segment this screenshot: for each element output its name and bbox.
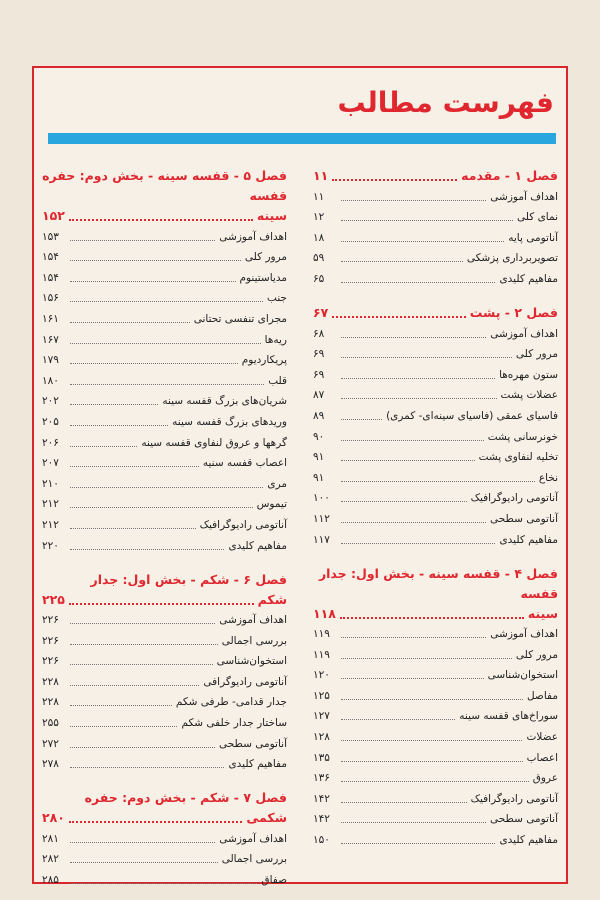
toc-entry-label: آناتومی سطحی (218, 737, 287, 750)
toc-entry-label: آناتومی رادیوگرافیک (470, 792, 558, 805)
leader-dots (341, 802, 467, 803)
toc-entry[interactable] (42, 671, 287, 692)
toc-entry[interactable] (42, 733, 287, 754)
toc-entry-page: ۱۵۴ (42, 271, 59, 284)
leader-dots (70, 260, 241, 261)
toc-entry-label: ستون مهره‌ها (499, 368, 558, 381)
toc-entry[interactable] (42, 692, 287, 713)
leader-dots (70, 726, 177, 727)
toc-entry[interactable] (42, 712, 287, 733)
toc-entry-page: ۲۰۵ (42, 415, 59, 428)
leader-dots (340, 615, 524, 619)
toc-entry-label: آناتومی سطحی (489, 813, 558, 826)
toc-entry[interactable] (313, 186, 558, 207)
chapter-heading (42, 166, 287, 226)
toc-entry-page: ۱۲۷ (313, 710, 330, 723)
chapter-page-number: ۱۱۸ (313, 605, 336, 621)
toc-entry[interactable] (42, 535, 287, 556)
toc-entry-label: اهداف آموزشی (219, 230, 287, 243)
leader-dots (341, 543, 495, 544)
toc-entry[interactable] (42, 610, 287, 631)
leader-dots (341, 658, 512, 659)
toc-entry-label: تخلیه لنفاوی پشت (478, 451, 558, 464)
chapter-title-line (42, 808, 287, 828)
leader-dots (341, 481, 535, 482)
toc-entry-page: ۶۹ (313, 368, 325, 381)
toc-entry[interactable] (42, 288, 287, 309)
toc-entry-page: ۲۰۶ (42, 436, 59, 449)
toc-entry-page: ۲۲۶ (42, 634, 59, 647)
toc-entry-label: مدیاستینوم (239, 271, 287, 284)
toc-entry-page: ۹۱ (313, 471, 325, 484)
toc-entry-label: فاسیای عمقی (فاسیای سینه‌ای- کمری) (386, 409, 558, 422)
toc-entry[interactable] (42, 391, 287, 412)
leader-dots (69, 217, 253, 221)
chapter-title-end: شکم (257, 591, 287, 607)
chapter-title-line (42, 590, 287, 610)
toc-entry-page: ۱۸ (313, 231, 325, 244)
toc-entry-label: بررسی اجمالی (221, 634, 287, 647)
leader-dots (70, 404, 158, 405)
leader-dots (341, 357, 512, 358)
leader-dots (69, 819, 243, 823)
toc-entry-page: ۲۰۷ (42, 457, 59, 470)
toc-entry-page: ۱۳۵ (313, 751, 330, 764)
toc-entry-label: مرور کلی (515, 348, 558, 361)
toc-entry-page: ۱۵۳ (42, 230, 59, 243)
toc-entry[interactable] (313, 665, 558, 686)
chapter-page-number: ۶۷ (313, 304, 329, 320)
chapter-heading (42, 570, 287, 610)
toc-entry-label: اعصاب قفسه سنیه (202, 457, 287, 470)
leader-dots (70, 644, 218, 645)
chapter-title: فصل ۴ - قفسه سینه - بخش اول: جدار قفسه (318, 565, 558, 601)
leader-dots (341, 637, 486, 638)
chapter-heading (313, 166, 558, 186)
toc-entry-label: مفاهیم کلیدی (499, 272, 558, 285)
chapter-title: فصل ۲ - پشت (469, 304, 558, 320)
leader-dots (341, 241, 504, 242)
leader-dots (70, 842, 215, 843)
toc-entry-page: ۱۲۵ (313, 689, 330, 702)
leader-dots (70, 240, 215, 241)
toc-entry-page: ۲۷۲ (42, 737, 59, 750)
leader-dots (341, 419, 382, 420)
toc-entry-page: ۲۸۵ (42, 874, 59, 887)
toc-entry-label: استخوان‌شناسی (216, 655, 287, 668)
leader-dots (341, 781, 529, 782)
toc-entry-page: ۶۵ (313, 272, 325, 285)
toc-entry-page: ۶۸ (313, 327, 325, 340)
toc-entry-label: مفاهیم کلیدی (228, 758, 287, 771)
toc-entry-page: ۵۹ (313, 252, 325, 265)
toc-entry[interactable] (42, 247, 287, 268)
toc-entry-page: ۱۲ (313, 211, 325, 224)
toc-entry-label: اهداف آموزشی (490, 327, 558, 340)
leader-dots (70, 528, 196, 529)
leader-dots (70, 549, 224, 550)
toc-entry-label: ریه‌ها (264, 333, 287, 346)
toc-entry-page: ۲۰۲ (42, 395, 59, 408)
toc-entry[interactable] (42, 869, 287, 890)
leader-dots (70, 363, 238, 364)
toc-entry-page: ۱۱۹ (313, 628, 330, 641)
toc-entry[interactable] (313, 344, 558, 365)
toc-entry-page: ۸۹ (313, 409, 325, 422)
toc-entry[interactable] (313, 426, 558, 447)
toc-entry-page: ۱۳۶ (313, 772, 330, 785)
chapter-page-number: ۱۵۲ (42, 208, 65, 223)
toc-entry[interactable] (313, 207, 558, 228)
toc-entry[interactable] (313, 268, 558, 289)
leader-dots (341, 678, 484, 679)
chapter-heading (313, 303, 558, 323)
toc-entry-page: ۱۰۰ (313, 492, 330, 505)
toc-entry-page: ۲۲۶ (42, 655, 59, 668)
chapter-page-number: ۱۱ (313, 168, 329, 183)
leader-dots (341, 719, 455, 720)
chapter-page-number: ۲۲۵ (42, 591, 65, 607)
leader-dots (70, 883, 257, 884)
toc-entry[interactable] (42, 226, 287, 247)
toc-entry-page: ۱۱۲ (313, 512, 330, 525)
leader-dots (341, 378, 495, 379)
toc-entry[interactable] (313, 685, 558, 706)
chapter-title-line (42, 206, 287, 226)
title-underline-bar (48, 133, 556, 144)
toc-entry-label: مری (267, 477, 287, 490)
toc-entry-label: مرور کلی (515, 648, 558, 661)
toc-left-column (42, 166, 287, 890)
toc-entry-label: صفاق (261, 874, 287, 887)
toc-entry[interactable] (42, 350, 287, 371)
toc-entry[interactable] (42, 453, 287, 474)
chapter-title-line (313, 303, 558, 323)
toc-entry[interactable] (42, 267, 287, 288)
toc-entry-label: عضلات (526, 731, 558, 744)
chapter-title: فصل ۵ - قفسه سینه - بخش دوم: حفره قفسه (42, 168, 287, 203)
leader-dots (70, 747, 215, 748)
toc-entry-label: گرهها و عروق لنفاوی قفسه سینه (141, 436, 287, 449)
toc-entry-label: اهداف آموزشی (490, 190, 558, 203)
toc-entry-label: آناتومی رادیوگرافیک (470, 492, 558, 505)
leader-dots (70, 862, 218, 863)
toc-entry[interactable] (42, 329, 287, 350)
toc-entry-page: ۲۱۲ (42, 498, 59, 511)
toc-entry[interactable] (313, 706, 558, 727)
leader-dots (70, 705, 172, 706)
toc-entry-label: پریکاردیوم (241, 354, 287, 367)
leader-dots (341, 761, 523, 762)
leader-dots (70, 507, 253, 508)
chapter-heading (42, 788, 287, 828)
page-title: فهرست مطالب (337, 86, 554, 119)
leader-dots (70, 664, 213, 665)
leader-dots (70, 466, 199, 467)
toc-entry[interactable] (313, 529, 558, 550)
toc-entry-page: ۲۷۸ (42, 758, 59, 771)
toc-entry-label: عضلات پشت (500, 389, 558, 402)
toc-entry-label: استخوان‌شناسی (487, 669, 558, 682)
leader-dots (70, 425, 168, 426)
toc-entry-page: ۱۱ (313, 190, 325, 203)
toc-entry[interactable] (313, 644, 558, 665)
toc-entry-label: نمای کلی (517, 211, 558, 224)
leader-dots (341, 282, 495, 283)
leader-dots (70, 301, 263, 302)
toc-entry-label: مفاهیم کلیدی (228, 539, 287, 552)
toc-entry[interactable] (313, 385, 558, 406)
leader-dots (341, 261, 463, 262)
toc-entry-label: اهداف آموزشی (219, 614, 287, 627)
leader-dots (70, 322, 190, 323)
toc-entry-page: ۱۵۴ (42, 251, 59, 264)
toc-entry-label: شریان‌های بزرگ قفسه سینه (162, 395, 287, 408)
leader-dots (341, 337, 486, 338)
chapter-title-line (313, 166, 558, 186)
toc-entry-page: ۱۱۹ (313, 648, 330, 661)
toc-entry-page: ۲۸۲ (42, 853, 59, 866)
leader-dots (341, 699, 523, 700)
toc-entry-page: ۲۲۸ (42, 675, 59, 688)
toc-entry[interactable] (313, 488, 558, 509)
leader-dots (341, 460, 475, 461)
toc-entry-page: ۱۲۸ (313, 731, 330, 744)
toc-entry-page: ۱۵۰ (313, 834, 330, 847)
toc-entry-page: ۲۲۸ (42, 696, 59, 709)
toc-entry[interactable] (42, 411, 287, 432)
toc-entry-label: تیموس (256, 498, 287, 511)
toc-entry[interactable] (313, 726, 558, 747)
toc-entry-label: تصویربرداری پزشکی (466, 252, 558, 265)
toc-entry-page: ۱۵۶ (42, 292, 59, 305)
toc-entry-page: ۱۴۲ (313, 792, 330, 805)
toc-entry[interactable] (313, 788, 558, 809)
leader-dots (332, 177, 457, 181)
chapter-page-number: ۲۸۰ (42, 810, 65, 826)
leader-dots (332, 314, 466, 318)
toc-entry-page: ۲۱۲ (42, 518, 59, 531)
toc-entry[interactable] (42, 849, 287, 870)
chapter-title-end: سینه (527, 605, 558, 621)
toc-entry[interactable] (313, 809, 558, 830)
toc-entry[interactable] (313, 227, 558, 248)
chapter-title-end: شکمی (246, 810, 287, 826)
leader-dots (341, 843, 495, 844)
leader-dots (341, 200, 486, 201)
toc-entry[interactable] (313, 405, 558, 426)
toc-entry[interactable] (42, 630, 287, 651)
toc-entry[interactable] (313, 768, 558, 789)
toc-entry[interactable] (313, 364, 558, 385)
toc-entry[interactable] (42, 754, 287, 775)
toc-entry-label: اعصاب (526, 751, 558, 764)
toc-entry[interactable] (313, 248, 558, 269)
toc-entry[interactable] (42, 370, 287, 391)
leader-dots (341, 501, 467, 502)
toc-entry-label: مفاهیم کلیدی (499, 834, 558, 847)
chapter-title: فصل ۶ - شکم - بخش اول: جدار (90, 571, 287, 587)
toc-entry[interactable] (42, 473, 287, 494)
leader-dots (70, 685, 199, 686)
toc-entry-label: مفاهیم کلیدی (499, 533, 558, 546)
toc-entry-label: مجرای تنفسی تحتانی (193, 312, 287, 325)
toc-entry-page: ۲۸۱ (42, 832, 59, 845)
toc-entry-label: آناتومی رادیوگرافی (203, 675, 287, 688)
leader-dots (70, 487, 263, 488)
toc-entry[interactable] (42, 651, 287, 672)
toc-entry-page: ۲۱۰ (42, 477, 59, 490)
toc-entry-page: ۲۲۶ (42, 614, 59, 627)
toc-entry-label: عروق (532, 772, 558, 785)
toc-entry-page: ۹۱ (313, 451, 325, 464)
toc-entry[interactable] (313, 829, 558, 850)
toc-entry-label: خونرسانی پشت (487, 430, 558, 443)
toc-entry-label: سوراخ‌های قفسه سینه (459, 710, 558, 723)
toc-entry-label: ساختار جدار خلفی شکم (181, 717, 287, 730)
toc-entry[interactable] (313, 323, 558, 344)
toc-entry-label: وریدهای بزرگ قفسه سینه (172, 415, 287, 428)
toc-entry[interactable] (313, 747, 558, 768)
leader-dots (70, 384, 264, 385)
chapter-title-end: سینه (256, 208, 287, 223)
toc-entry[interactable] (42, 828, 287, 849)
toc-entry-page: ۱۷۹ (42, 354, 59, 367)
toc-entry-page: ۱۸۰ (42, 374, 59, 387)
toc-entry[interactable] (313, 624, 558, 645)
leader-dots (341, 220, 513, 221)
leader-dots (70, 343, 261, 344)
leader-dots (341, 522, 486, 523)
chapter-heading (313, 564, 558, 624)
toc-entry-page: ۱۱۷ (313, 533, 330, 546)
toc-entry-page: ۱۲۰ (313, 669, 330, 682)
toc-entry[interactable] (42, 432, 287, 453)
leader-dots (70, 446, 137, 447)
toc-entry-page: ۹۰ (313, 430, 325, 443)
toc-entry[interactable] (313, 467, 558, 488)
toc-entry-page: ۲۵۵ (42, 717, 59, 730)
leader-dots (341, 740, 522, 741)
toc-entry-page: ۸۷ (313, 389, 325, 402)
toc-entry-label: آناتومی رادیوگرافیک (199, 518, 287, 531)
toc-entry-label: مرور کلی (244, 251, 287, 264)
chapter-title: فصل ۷ - شکم - بخش دوم: حفره (84, 790, 287, 806)
leader-dots (69, 601, 254, 605)
toc-entry-page: ۱۶۱ (42, 312, 59, 325)
toc-entry-label: آناتومی سطحی (489, 512, 558, 525)
leader-dots (341, 440, 484, 441)
leader-dots (341, 398, 497, 399)
leader-dots (341, 822, 486, 823)
chapter-title: فصل ۱ - مقدمه (461, 168, 558, 183)
toc-entry-label: جدار قدامی- طرفی شکم (175, 696, 287, 709)
toc-entry-page: ۲۲۰ (42, 539, 59, 552)
leader-dots (70, 281, 236, 282)
toc-entry-label: نخاع (538, 471, 558, 484)
toc-entry-label: آناتومی پایه (508, 231, 558, 244)
chapter-title-line (313, 604, 558, 624)
toc-entry[interactable] (42, 514, 287, 535)
toc-entry-label: قلب (268, 374, 287, 387)
toc-entry-label: اهداف آموزشی (219, 832, 287, 845)
toc-entry-page: ۶۹ (313, 348, 325, 361)
leader-dots (70, 623, 215, 624)
toc-entry-label: اهداف آموزشی (490, 628, 558, 641)
leader-dots (70, 767, 224, 768)
toc-right-column (313, 166, 558, 850)
toc-entry-page: ۱۴۲ (313, 813, 330, 826)
toc-entry-label: بررسی اجمالی (221, 853, 287, 866)
toc-entry[interactable] (42, 308, 287, 329)
toc-entry[interactable] (313, 447, 558, 468)
toc-entry-label: مفاصل (526, 689, 558, 702)
toc-entry[interactable] (313, 508, 558, 529)
toc-entry[interactable] (42, 494, 287, 515)
toc-entry-label: جنب (267, 292, 287, 305)
toc-entry-page: ۱۶۷ (42, 333, 59, 346)
